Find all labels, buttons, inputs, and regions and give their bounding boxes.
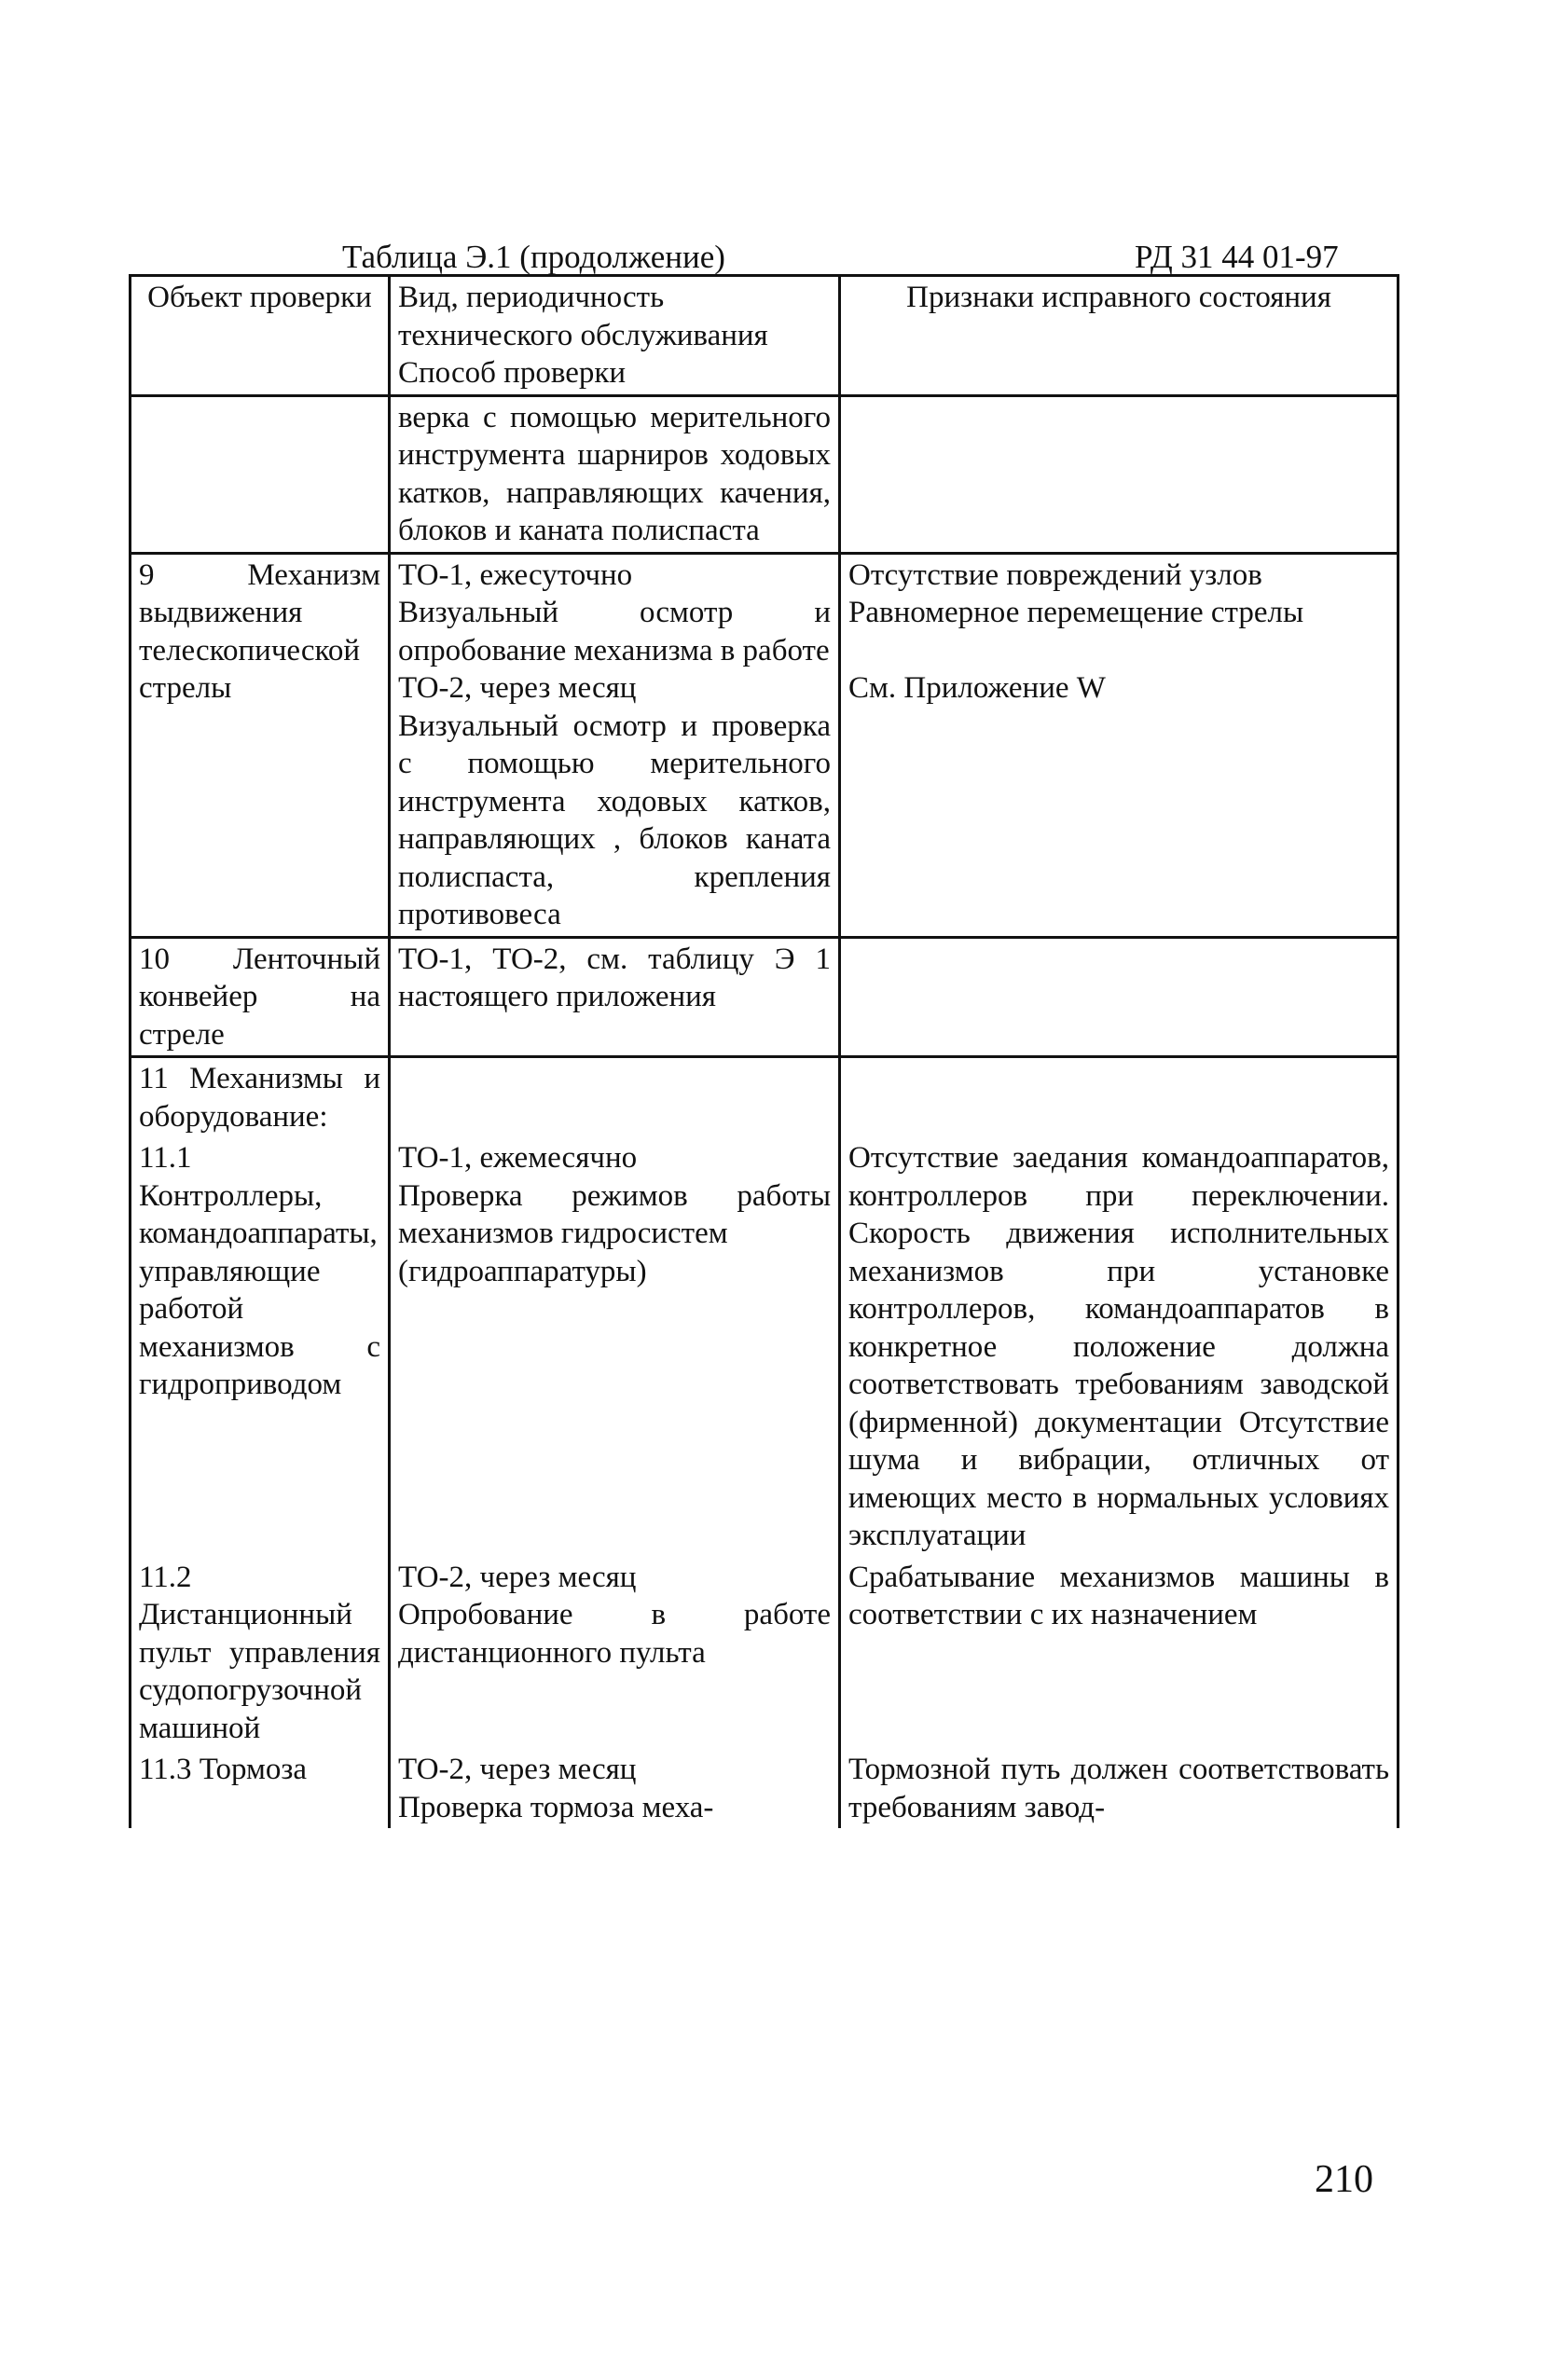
cell-signs (840, 1749, 1399, 1828)
type-line: Визуальный осмотр и проверка с помощью мерительного инструмента ходовых катков, направляющих , блоков каната полиспаста, крепления противовеса (398, 708, 831, 931)
document-code: РД 31 44 01-97 (1135, 239, 1339, 275)
type-line: ТО-1, ежемесячно (398, 1141, 638, 1175)
cell-object: 11.2 Дистанционный пульт управления судопогрузочной машиной (131, 1557, 390, 1750)
cell-signs (840, 553, 1399, 937)
table-row (131, 1557, 1399, 1750)
cell-type (390, 553, 840, 937)
sign-gap (848, 632, 1389, 670)
table-row (131, 553, 1399, 937)
table-row (131, 1137, 1399, 1557)
cell-object: 10 Ленточный конвейер на стреле (131, 937, 390, 1057)
sign-line: Отсутствие повреждений узлов (848, 557, 1262, 592)
table-row (131, 395, 1399, 553)
type-line: ТО-2, через месяц (398, 1753, 637, 1786)
cell-object: 11 Механизмы и оборудование: (131, 1057, 390, 1138)
type-line: Проверка тормоза меха- (398, 1790, 714, 1824)
cell-signs (840, 1057, 1399, 1138)
cell-object: 11.3 Тормоза (131, 1749, 390, 1828)
sign-line: Срабатывание механизмов машины в соответствии с их назначением (848, 1560, 1389, 1631)
cell-signs (840, 1557, 1399, 1750)
type-line: верка с помощью мерительного инструмента шарниров ходовых катков, направляющих качения, блоков и каната полиспаста (398, 400, 831, 547)
cell-signs (840, 937, 1399, 1057)
type-line: ТО-2, через месяц (398, 671, 637, 705)
cell-type (390, 1749, 840, 1828)
inspection-table (129, 274, 1399, 1828)
type-line: ТО-2, через месяц (398, 1560, 637, 1594)
sign-line: Равномерное перемещение стрелы (848, 596, 1304, 629)
type-line: Проверка режимов работы механизмов гидросистем (398, 1178, 831, 1250)
table-row (131, 1749, 1399, 1828)
type-line: Опробование в работе дистанционного пульта (398, 1598, 831, 1670)
sign-line: См. Приложение W (848, 671, 1106, 705)
sign-line: Отсутствие заедания командоаппаратов, контроллеров при переключении. Скорость движения исполнительных механизмов при установке контроллеров, командоаппаратов в конкретное положение должна соответствовать требованиям заводской (фирменной) документации Отсутствие шума и вибрации, отличных от имеющих место в нормальных условиях эксплуатации (848, 1141, 1389, 1552)
column-header-signs: Признаки исправного состояния (840, 276, 1399, 396)
cell-signs (840, 395, 1399, 553)
cell-signs (840, 1137, 1399, 1557)
cell-type (390, 1557, 840, 1750)
table-row (131, 937, 1399, 1057)
cell-object (131, 395, 390, 553)
type-line: Визуальный осмотр и опробование механизма в работе (398, 596, 831, 667)
cell-object: 11.1 Контроллеры, командоаппараты, управляющие работой механизмов с гидроприводом (131, 1137, 390, 1557)
column-header-object: Объект проверки (131, 276, 390, 396)
cell-type (390, 1137, 840, 1557)
type-line: (гидроаппаратуры) (398, 1254, 647, 1288)
table-header-row (131, 276, 1399, 396)
table-caption: Таблица Э.1 (продолжение) (342, 239, 725, 275)
cell-type (390, 1057, 840, 1138)
cell-type (390, 395, 840, 553)
table-row (131, 1057, 1399, 1138)
type-line: ТО-1, ежесуточно (398, 557, 633, 592)
page-number: 210 (1315, 2158, 1373, 2201)
type-line: ТО-1, ТО-2, см. таблицу Э 1 настоящего приложения (398, 942, 831, 1013)
column-header-type: Вид, периодичность технического обслуживания Способ проверки (390, 276, 840, 396)
cell-type (390, 937, 840, 1057)
cell-object: 9 Механизм выдвижения телескопической стрелы (131, 553, 390, 937)
sign-line: Тормозной путь должен соответствовать требованиям завод- (848, 1753, 1389, 1824)
